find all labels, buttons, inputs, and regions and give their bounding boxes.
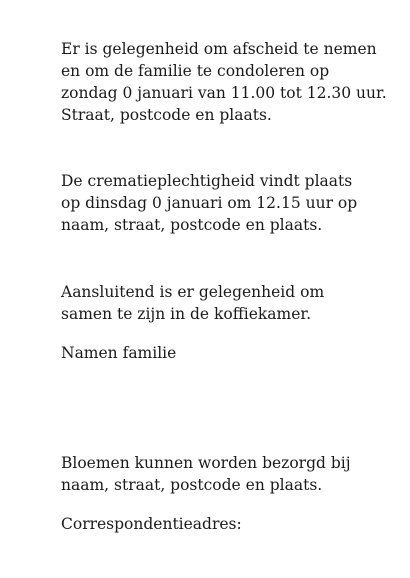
text-line: zondag 0 januari van 11.00 tot 12.30 uur.: [61, 84, 387, 102]
gathering-paragraph: [61, 281, 324, 325]
text-line: Er is gelegenheid om afscheid te nemen: [61, 40, 377, 58]
text-line: samen te zijn in de koffiekamer.: [61, 305, 312, 323]
text-line: Correspondentieadres:: [61, 515, 242, 533]
correspondence-paragraph: [61, 513, 242, 535]
text-line: Aansluitend is er gelegenheid om: [61, 283, 325, 301]
ceremony-paragraph: [61, 170, 357, 236]
text-line: Namen familie: [61, 344, 177, 362]
text-line: naam, straat, postcode en plaats.: [61, 476, 323, 494]
text-line: Straat, postcode en plaats.: [61, 106, 272, 124]
family-names-paragraph: [61, 342, 176, 364]
condolence-paragraph: [61, 38, 387, 126]
flowers-paragraph: [61, 452, 351, 496]
text-line: naam, straat, postcode en plaats.: [61, 216, 323, 234]
text-line: Bloemen kunnen worden bezorgd bij: [61, 454, 351, 472]
text-line: op dinsdag 0 januari om 12.15 uur op: [61, 194, 358, 212]
text-line: De crematieplechtigheid vindt plaats: [61, 172, 353, 190]
text-line: en om de familie te condoleren op: [61, 62, 330, 80]
